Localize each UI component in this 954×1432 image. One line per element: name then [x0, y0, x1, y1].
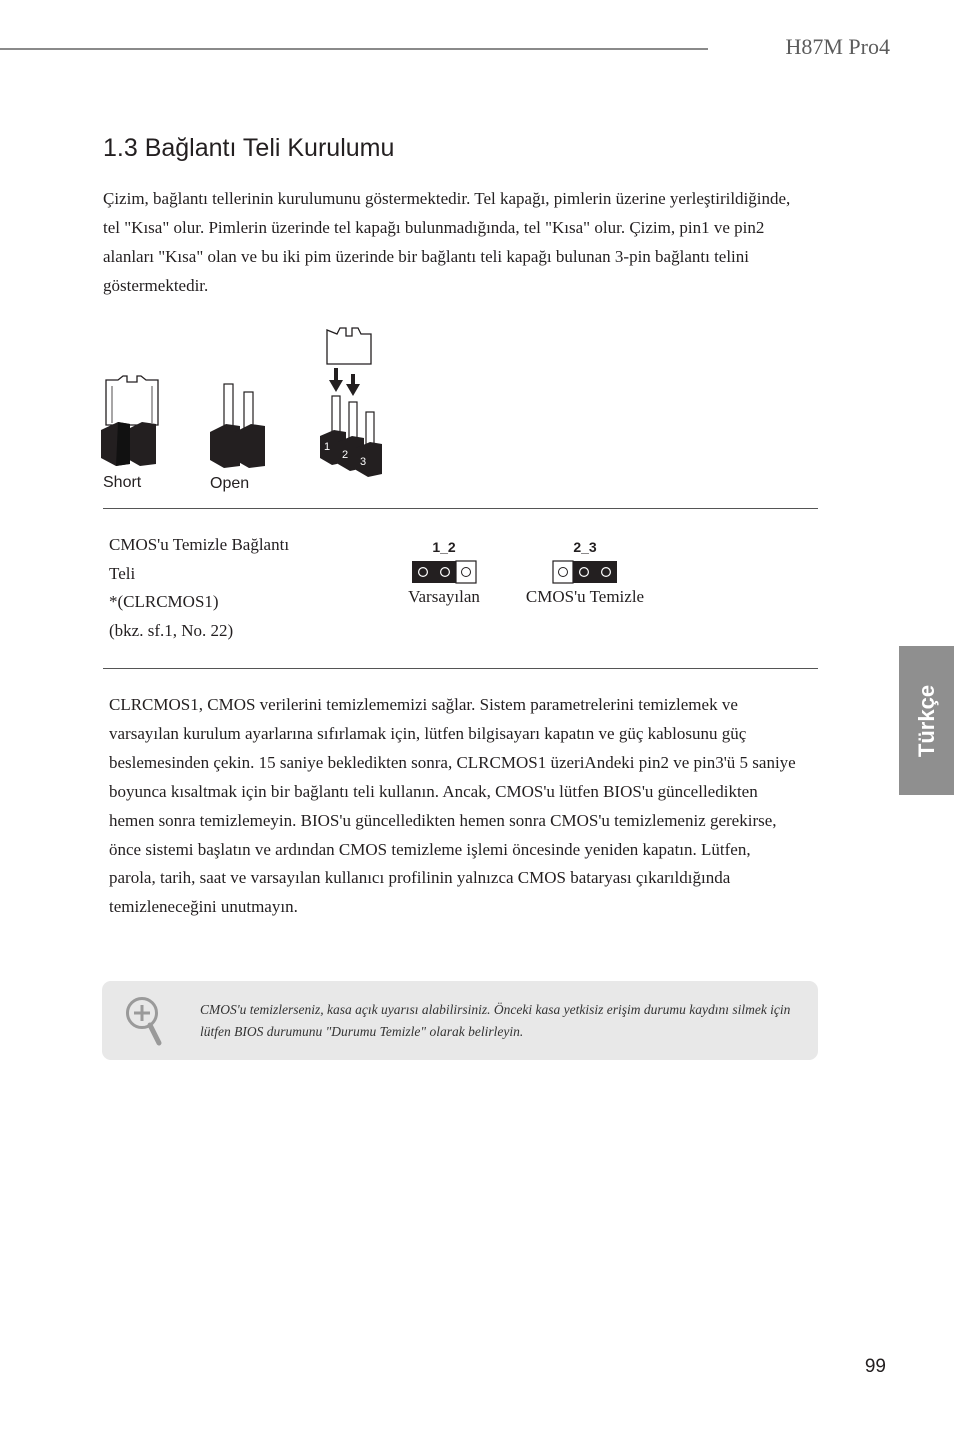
pin-number-2: 2 [342, 449, 349, 461]
default-setting [399, 538, 489, 607]
open-jumper-figure [210, 384, 265, 468]
clear-pin-diagram [552, 560, 618, 584]
three-pin-jumper-figure [320, 328, 382, 477]
short-label: Short [103, 474, 142, 491]
table-bottom-rule [103, 668, 818, 669]
jumper-illustration [96, 320, 396, 496]
intro-paragraph: Çizim, bağlantı tellerinin kurulumunu göstermektedir. Tel kapağı, pimlerin üzerine yerleştirildiğinde, tel "Kısa" olur. Pimlerin üzerinde tel kapağı bulunmadığında, tel "Kısa" olur. Çizim, pin1 ve pin2 alanları "Kısa" olan ve bu iki pim üzerinde bir bağlantı teli kapağı bulunan 3-pin bağlantı telini göstermektedir. [103, 189, 791, 295]
default-pin-diagram [411, 560, 477, 584]
header-model-title: H87M Pro4 [785, 34, 890, 59]
jumper-name [109, 531, 289, 645]
page-number: 99 [864, 1356, 886, 1377]
jumper-name-line: Teli [109, 563, 136, 583]
short-jumper-figure [101, 376, 158, 466]
note-box [102, 981, 818, 1060]
clear-caption: CMOS'u Temizle [525, 587, 645, 606]
default-pin-label: 1_2 [432, 539, 456, 555]
clear-pin-label: 2_3 [573, 539, 597, 555]
jumper-name-line: (bkz. sf.1, No. 22) [109, 620, 234, 640]
language-side-tab [899, 646, 954, 795]
jumper-name-line: *(CLRCMOS1) [109, 592, 219, 611]
section-title: 1.3 Bağlantı Teli Kurulumu [103, 134, 395, 162]
header-rule [0, 48, 708, 50]
default-caption: Varsayılan [408, 587, 480, 606]
note-text: CMOS'u temizlerseniz, kasa açık uyarısı alabilirsiniz. Önceki kasa yetkisiz erişim durumu kaydını silmek için lütfen BIOS durumunu "Durumu Temizle" olarak belirleyin. [200, 1002, 791, 1039]
magnifier-plus-icon [124, 995, 168, 1047]
jumper-name-line: CMOS'u Temizle Bağlantı [109, 535, 290, 554]
pin-number-1: 1 [324, 441, 331, 453]
table-top-rule [103, 508, 818, 509]
description-paragraph: CLRCMOS1, CMOS verilerini temizlememizi sağlar. Sistem parametrelerini temizlemek ve varsayılan kurulum ayarlarına sıfırlamak için, lütfen bilgisayarı kapatın ve güç kablosunu güç beslemesinden çekin. 15 saniye bekledikten sonra, CLRCMOS1 üzeriAndeki pin2 ve pin3'ü 5 saniye boyunca kısaltmak için bir bağlantı teli kullanın. Ancak, CMOS'u lütfen BIOS'u güncelledikten hemen sonra temizlemeyin. BIOS'u güncelledikten hemen sonra CMOS'u temizlemeniz gerekirse, önce sistemi başlatın ve ardından CMOS temizleme işlemi öncesinde yeniden kapatın. Lütfen, parola, tarih, saat ve varsayılan kullanıcı profilinin yalnızca CMOS bataryası çıkarıldığında temizleneceğini unutmayın. [109, 695, 796, 917]
open-label: Open [210, 475, 250, 492]
pin-number-3: 3 [360, 456, 367, 468]
clear-setting [515, 538, 655, 607]
language-tab-label: Türkçe [913, 684, 939, 757]
